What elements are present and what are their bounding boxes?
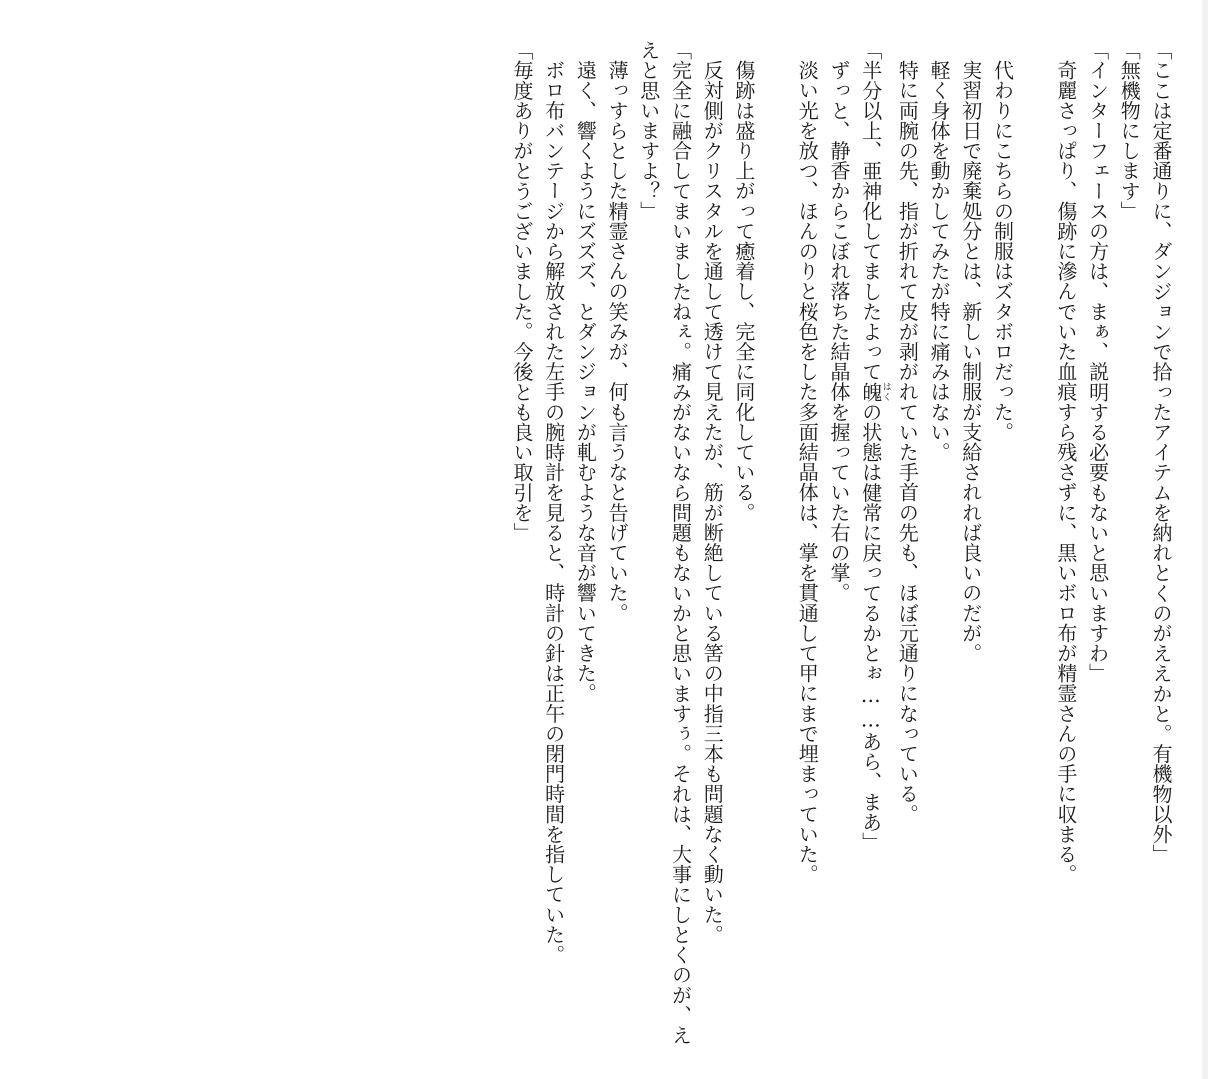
narration-line: 淡い光を放つ、ほんのりと桜色をした多面結晶体は、掌を貫通して甲にまで埋まっていた。 (795, 60, 820, 885)
dialogue-line-part: 「半分以上、亜神化してましたよって (858, 40, 883, 382)
narration-line: 遠く、響くようにズズズ、とダンジョンが軋むような音が響いてきた。 (573, 60, 598, 704)
narration-line: 特に両腕の先、指が折れて皮が剥がれていた手首の先も、ほぼ元通りになっている。 (895, 60, 920, 824)
dialogue-line (854, 40, 891, 1060)
dialogue-line: 「無機物にします」 (1117, 40, 1142, 221)
blank-line (1018, 40, 1050, 1060)
narration-line: ずっと、静香からこぼれ落ちた結晶体を握っていた右の掌。 (826, 60, 851, 603)
narration-line: 軽く身体を動かしてみたが特に痛みはない。 (927, 60, 952, 462)
narration-line: 奇麗さっぱり、傷跡に滲んでいた血痕すら残さずに、黒いボロ布が精霊さんの手に収まる。 (1053, 60, 1078, 885)
ruby-base: 魄 (858, 381, 883, 402)
narration-line: 薄っすらとした精霊さんの笑みが、何も言うなと告げていた。 (605, 60, 630, 623)
dialogue-line: 「インターフェースの方は、まぁ、説明する必要もないと思いますわ」 (1085, 40, 1110, 684)
ruby-word (858, 381, 891, 402)
narration-line: 実習初日で廃棄処分とは、新しい制服が支給されれば良いのだが。 (958, 60, 983, 663)
vertical-text-body (40, 40, 1176, 1060)
narration-line: 傷跡は盛り上がって癒着し、完全に同化している。 (731, 60, 756, 523)
narration-line: 代わりにこちらの制服はズタボロだった。 (990, 60, 1015, 442)
scrollbar-track[interactable] (1202, 0, 1208, 1079)
dialogue-line: 「ここは定番通りに、ダンジョンで拾ったアイテムを納れとくのがええかと。有機物以外」 (1149, 40, 1173, 865)
narration-line: ボロ布バンテージから解放された左手の腕時計を見ると、時計の針は正午の閉門時間を指していた。 (541, 60, 566, 965)
dialogue-line-part: の状態は健常に戻ってるかとぉ……あら、まあ」 (858, 401, 883, 853)
blank-line (759, 40, 791, 1060)
narration-line: 反対側がクリスタルを通して透けて見えたが、筋が断絶している筈の中指三本も問題なく動いた。 (700, 60, 725, 945)
dialogue-line: 「完全に融合してまいましたねぇ。痛みがないなら問題もないかと思いますぅ。それは、大事にしとくのが、ええと思いますよ？」 (636, 40, 693, 1045)
ruby-reading: はく (880, 381, 891, 402)
dialogue-line: 「毎度ありがとうございました。今後とも良い取引を」 (509, 40, 534, 543)
